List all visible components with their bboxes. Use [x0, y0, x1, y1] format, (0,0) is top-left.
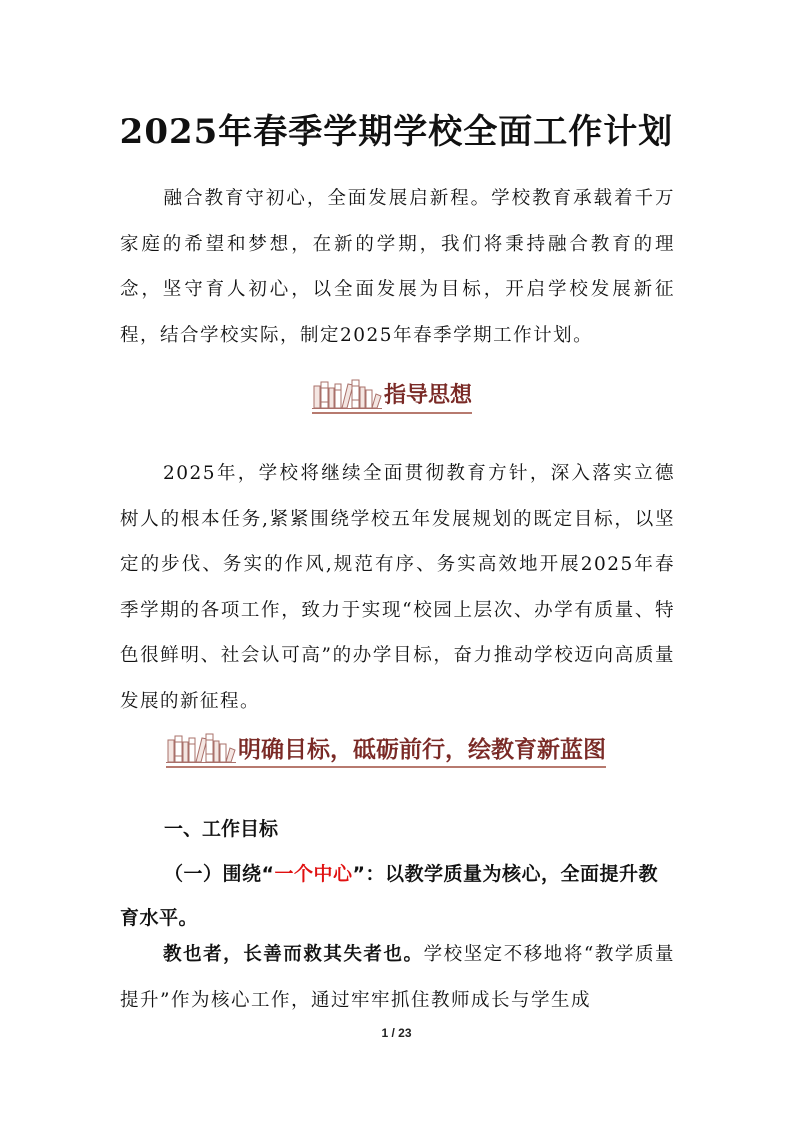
- section-heading-guiding: [312, 376, 472, 410]
- guiding-text: 2025年，学校将继续全面贯彻教育方针，深入落实立德树人的根本任务,紧紧围绕学校五年发展规划的既定目标，以坚定的步伐、务实的作风,规范有序、务实高效地开展2025年春季学期的各项工作，致力于实现“校园上层次、办学有质量、特色很鲜明、社会认可高”的办学目标，奋力推动学校迈向高质量发展的新征程。: [120, 463, 675, 712]
- paragraph-text: 学校坚定不移地将“教学质量提升”作为核心工作，通过牢牢抓住教师成长与学生成: [120, 944, 675, 1011]
- heading-text: 指导思想: [384, 383, 473, 408]
- heading-underline: [312, 412, 472, 414]
- paragraph-lead: 教也者，长善而救其失者也。: [163, 944, 424, 965]
- subsection-suffix: ”：以教学质量为核心，全面提升教育水平。: [120, 863, 659, 929]
- section-title: 一、工作目标: [164, 818, 279, 840]
- subsection-highlight: 一个中心: [274, 863, 353, 885]
- heading-text: 明确目标，砥砺前行，绘教育新蓝图: [238, 737, 606, 763]
- heading-underline: [166, 766, 606, 768]
- intro-text: 融合教育守初心，全面发展启新程。学校教育承载着千万家庭的希望和梦想，在新的学期，我们将秉持融合教育的理念，坚守育人初心，以全面发展为目标，开启学校发展新征程，结合学校实际，制定2025年春季学期工作计划。: [120, 188, 675, 346]
- section-heading-goals: [166, 730, 606, 764]
- books-icon: [312, 376, 382, 410]
- subsection-title: [120, 852, 675, 940]
- books-icon: [166, 730, 236, 764]
- guiding-paragraph: [120, 451, 675, 724]
- page-number: 1 / 23: [381, 1026, 412, 1040]
- document-title: 2025年春季学期学校全面工作计划: [119, 112, 674, 152]
- intro-paragraph: [120, 176, 675, 358]
- subsection-prefix: （一）围绕“: [164, 863, 275, 885]
- body-paragraph: [120, 932, 675, 1023]
